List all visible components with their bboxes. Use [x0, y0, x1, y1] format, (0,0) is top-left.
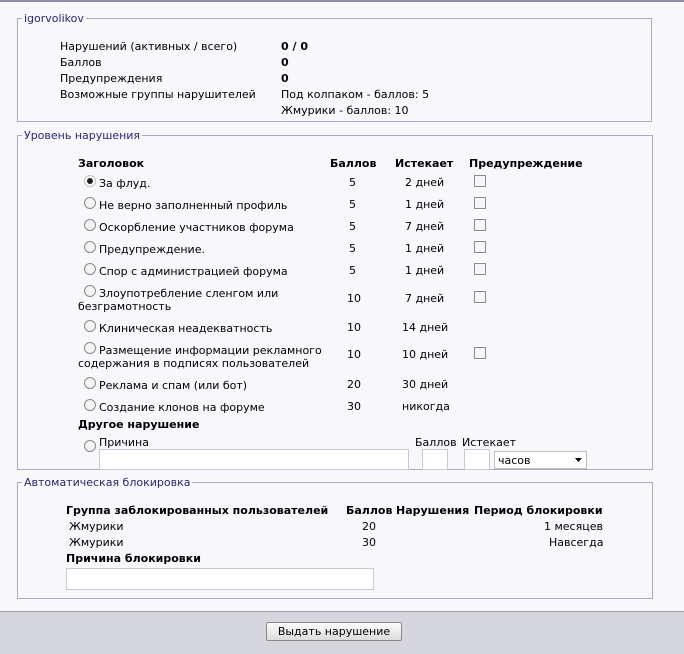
- infraction-expires: 7 дней: [405, 292, 445, 305]
- ban-points: 20: [362, 520, 376, 533]
- warnings-label: Предупреждения: [60, 72, 163, 85]
- infraction-radio-spam[interactable]: [84, 377, 96, 389]
- col-warning-header: Предупреждение: [469, 157, 583, 170]
- infraction-radio-advertising-signature[interactable]: [84, 342, 96, 354]
- infraction-radio-slang[interactable]: [84, 285, 96, 297]
- group-item: Жмурики - баллов: 10: [281, 104, 409, 117]
- ban-points-header: Баллов: [346, 504, 393, 517]
- reason-label: Причина: [99, 436, 149, 449]
- infraction-radio-clones[interactable]: [84, 399, 96, 411]
- custom-points-input[interactable]: [422, 449, 448, 470]
- infraction-title: Не верно заполненный профиль: [99, 199, 288, 212]
- infraction-title: Размещение информации рекламного: [99, 344, 322, 357]
- warning-checkbox[interactable]: [474, 197, 486, 209]
- ban-period-header: Период блокировки: [474, 504, 603, 517]
- infraction-radio-flood[interactable]: [84, 175, 96, 187]
- infraction-title: Злоупотребление сленгом или: [99, 287, 279, 300]
- infraction-points: 5: [349, 242, 356, 255]
- autoban-legend: Автоматическая блокировка: [24, 476, 191, 489]
- infraction-title-continued: безграмотность: [78, 300, 172, 313]
- ban-group: Жмурики: [69, 536, 124, 549]
- infraction-points: 20: [347, 378, 361, 391]
- infraction-expires: 10 дней: [402, 348, 449, 361]
- infraction-title: Спор с администрацией форума: [99, 265, 288, 278]
- col-expires-header: Истекает: [395, 157, 454, 170]
- ban-reason-input[interactable]: [66, 568, 374, 590]
- ban-period: 1 месяцев: [544, 520, 603, 533]
- warning-checkbox[interactable]: [474, 291, 486, 303]
- warning-checkbox[interactable]: [474, 241, 486, 253]
- ban-period: Навсегда: [549, 536, 604, 549]
- ban-points: 30: [362, 536, 376, 549]
- group-item: Под колпаком - баллов: 5: [281, 88, 430, 101]
- infraction-radio-warning[interactable]: [84, 241, 96, 253]
- group-header: Группа заблокированных пользователей: [66, 504, 329, 517]
- page-body: [0, 2, 684, 611]
- col-title-header: Заголовок: [78, 157, 145, 170]
- groups-label: Возможные группы нарушителей: [60, 88, 256, 101]
- infraction-points: 5: [349, 264, 356, 277]
- user-summary-legend: igorvolikov: [24, 12, 84, 25]
- footer-bar: [0, 611, 684, 654]
- warnings-value: 0: [281, 72, 289, 85]
- reason-input[interactable]: [99, 449, 409, 470]
- infraction-title-continued: содержания в подписях пользователей: [78, 357, 310, 370]
- user-summary-fieldset: [17, 12, 652, 122]
- custom-expires-input[interactable]: [464, 449, 490, 470]
- infraction-radio-dispute[interactable]: [84, 263, 96, 275]
- infraction-title: За флуд.: [99, 177, 151, 190]
- warning-checkbox[interactable]: [474, 219, 486, 231]
- expires-unit-value: часов: [498, 454, 531, 467]
- infraction-expires: 2 дней: [405, 176, 445, 189]
- infraction-radio-other[interactable]: [84, 440, 96, 452]
- custom-expires-label: Истекает: [462, 436, 517, 449]
- active-total-value: 0 / 0: [281, 40, 308, 53]
- points-label: Баллов: [60, 56, 102, 69]
- other-infraction-heading: Другое нарушение: [78, 418, 200, 431]
- ban-reason-heading: Причина блокировки: [66, 552, 201, 565]
- autoban-fieldset: [17, 476, 653, 599]
- infraction-points: 10: [347, 321, 361, 334]
- active-total-label: Нарушений (активных / всего): [60, 40, 238, 53]
- ban-infractions-header: Нарушения: [396, 504, 470, 517]
- infraction-title: Оскорбление участников форума: [99, 221, 294, 234]
- col-points-header: Баллов: [330, 157, 377, 170]
- infraction-points: 5: [349, 198, 356, 211]
- infraction-expires: 1 дней: [405, 242, 445, 255]
- expires-unit-select[interactable]: [494, 451, 587, 469]
- infraction-level-legend: Уровень нарушения: [24, 129, 141, 142]
- infraction-title: Реклама и спам (или бот): [99, 379, 248, 392]
- custom-points-label: Баллов: [415, 436, 457, 449]
- infraction-expires: 7 дней: [405, 220, 445, 233]
- infraction-title: Предупреждение.: [99, 243, 205, 256]
- warning-checkbox[interactable]: [474, 347, 486, 359]
- infraction-title: Создание клонов на форуме: [99, 401, 265, 414]
- infraction-expires: 1 дней: [405, 264, 445, 277]
- infraction-radio-insult[interactable]: [84, 219, 96, 231]
- warning-checkbox[interactable]: [474, 263, 486, 275]
- infraction-points: 10: [347, 292, 361, 305]
- points-value: 0: [281, 56, 289, 69]
- infraction-expires: никогда: [402, 400, 450, 413]
- ban-group: Жмурики: [69, 520, 124, 533]
- chevron-down-icon: [575, 458, 582, 462]
- infraction-title: Клиническая неадекватность: [99, 322, 273, 335]
- submit-infraction-button[interactable]: Выдать нарушение: [266, 622, 402, 641]
- infraction-points: 5: [349, 176, 356, 189]
- infraction-points: 30: [347, 400, 361, 413]
- infraction-level-fieldset: [17, 129, 653, 470]
- infraction-radio-inadequacy[interactable]: [84, 320, 96, 332]
- infraction-expires: 30 дней: [402, 378, 449, 391]
- infraction-expires: 14 дней: [402, 321, 449, 334]
- infraction-expires: 1 дней: [405, 198, 445, 211]
- infraction-points: 5: [349, 220, 356, 233]
- infraction-radio-profile[interactable]: [84, 197, 96, 209]
- warning-checkbox[interactable]: [474, 175, 486, 187]
- infraction-points: 10: [347, 348, 361, 361]
